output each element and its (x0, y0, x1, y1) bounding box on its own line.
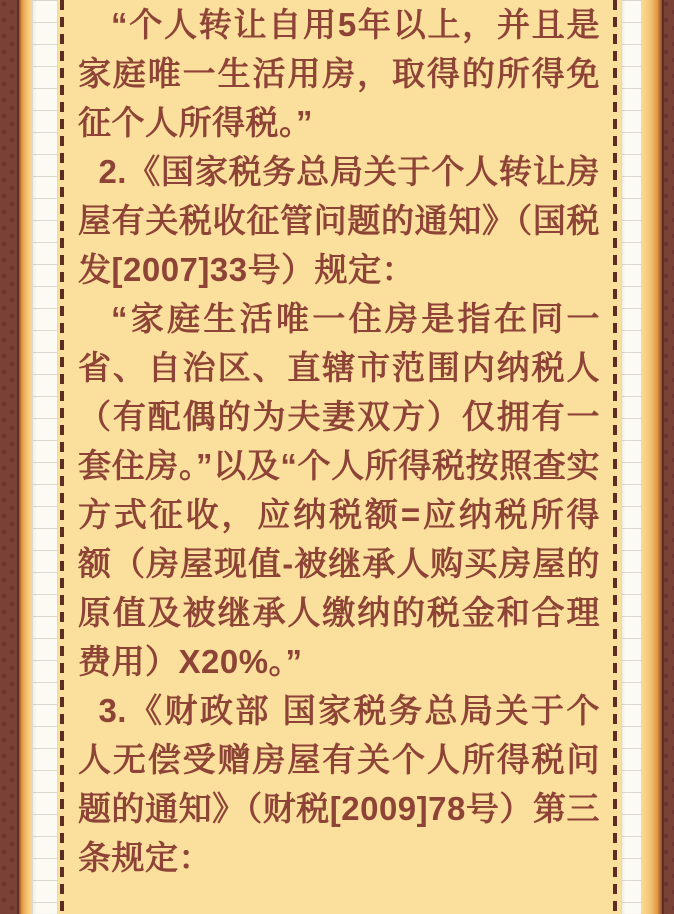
paragraph-quote-transfer-exemption: “个人转让自用5年以上，并且是家庭唯一生活用房，取得的所得免征个人所得税。” (78, 6, 600, 141)
right-border-gold-strip (642, 0, 662, 914)
right-dashed-border (613, 0, 617, 914)
paragraph-item-3-notice-2009-78: 3.《财政部 国家税务总局关于个人无偿受赠房屋有关个人所得税问题的通知》（财税[2009]78号）第三条规定： (78, 692, 600, 876)
paragraph-item-2-notice-2007-33: 2.《国家税务总局关于个人转让房屋有关税收征管问题的通知》（国税发[2007]33号）规定： (78, 153, 600, 288)
left-notebook-ruled-strip (32, 0, 58, 914)
right-notebook-ruled-strip (621, 0, 642, 914)
left-dashed-border (60, 0, 64, 914)
left-border-maroon-strip (0, 0, 19, 914)
left-border-gold-strip (19, 0, 32, 914)
right-border-maroon-strip (662, 0, 674, 914)
paragraph-quote-only-housing-definition: “家庭生活唯一住房是指在同一省、自治区、直辖市范围内纳税人（有配偶的为夫妻双方）仅拥有一套住房。”以及“个人所得税按照查实方式征收，应纳税额=应纳税所得额（房屋现值-被继承人购买房屋的原值及被继承人缴纳的税金和合理费用）X20%。” (78, 300, 600, 680)
article-body (78, 0, 600, 882)
